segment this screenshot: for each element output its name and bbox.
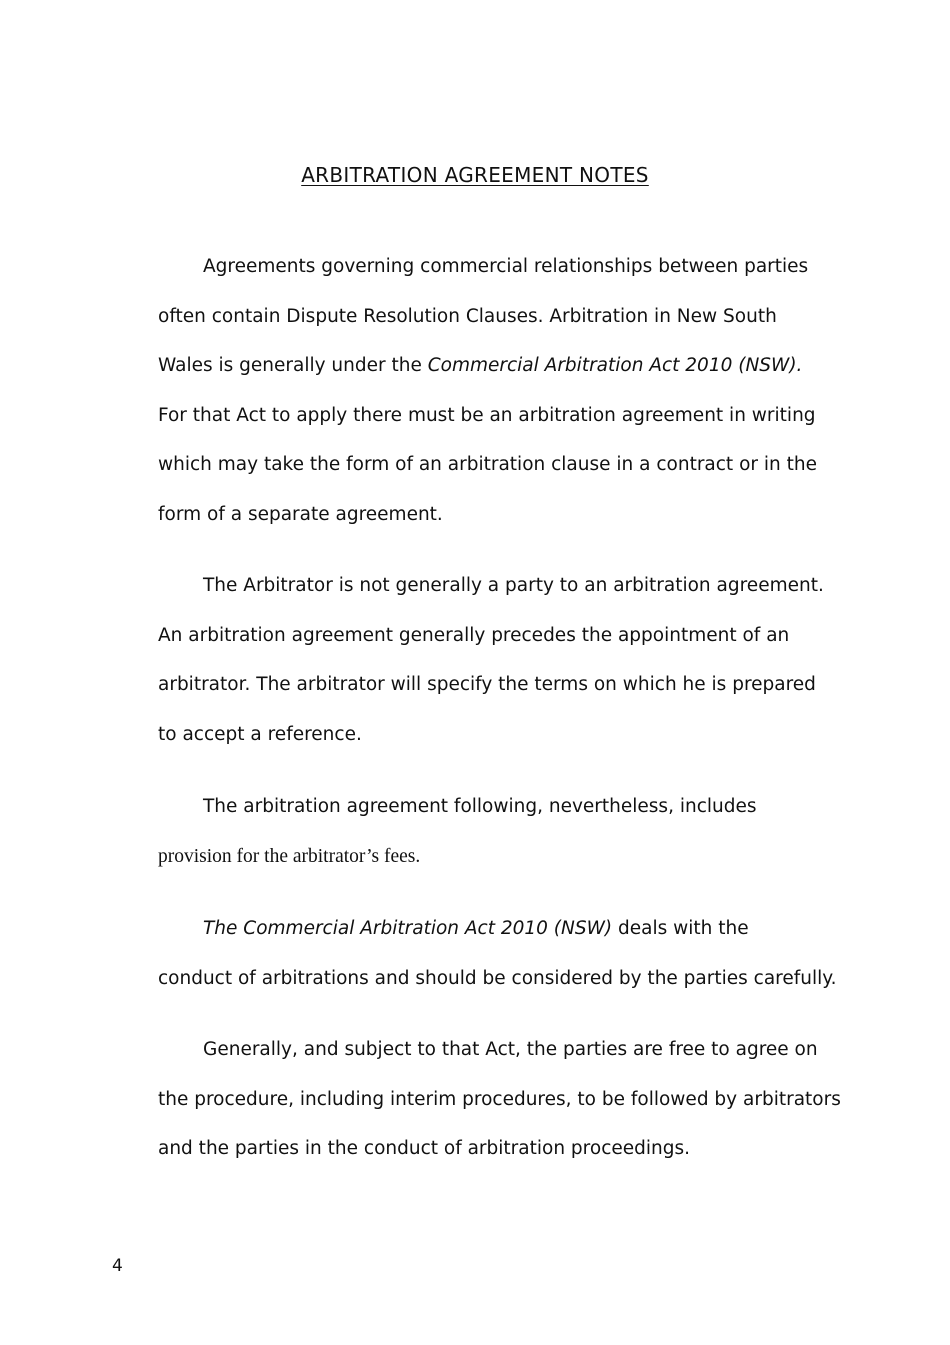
- paragraph-1-line-4: For that Act to apply there must be an arbitration agreement in writing: [158, 404, 816, 426]
- paragraph-2-line-1: The Arbitrator is not generally a party to an arbitration agreement.: [203, 575, 824, 596]
- paragraph-5-line-2: the procedure, including interim procedures, to be followed by arbitrators: [158, 1088, 841, 1110]
- paragraph-4: [158, 904, 837, 1003]
- paragraph-4-line-2: conduct of arbitrations and should be considered by the parties carefully.: [158, 967, 837, 989]
- paragraph-1: [158, 242, 817, 539]
- paragraph-1-line-1: Agreements governing commercial relationships between parties: [203, 256, 809, 277]
- paragraph-1-line-5: which may take the form of an arbitration clause in a contract or in the: [158, 454, 817, 475]
- page-title: [0, 161, 950, 189]
- paragraph-2-line-2: An arbitration agreement generally precedes the appointment of an: [158, 624, 790, 646]
- paragraph-2-line-3: arbitrator. The arbitrator will specify the terms on which he is prepared: [158, 674, 816, 695]
- act-title-citation: The Commercial Arbitration Act 2010 (NSW): [203, 918, 613, 939]
- paragraph-1-line-3-text: Wales is generally under the: [158, 355, 428, 376]
- act-title-citation: Commercial Arbitration Act 2010 (NSW).: [427, 355, 803, 376]
- page-title-text: ARBITRATION AGREEMENT NOTES: [301, 163, 649, 187]
- paragraph-1-line-2: often contain Dispute Resolution Clauses. Arbitration in New South: [158, 305, 777, 327]
- paragraph-4-line-1-text: deals with the: [612, 918, 749, 939]
- paragraph-3: [158, 782, 798, 881]
- paragraph-5-line-3: and the parties in the conduct of arbitration proceedings.: [158, 1138, 691, 1159]
- paragraph-2-line-4: to accept a reference.: [158, 723, 362, 745]
- paragraph-3-line-2: provision for the arbitrator’s fees.: [158, 845, 421, 867]
- page-number: 4: [112, 1256, 123, 1276]
- paragraph-4-line-1: [158, 904, 798, 954]
- paragraph-1-line-3: [158, 341, 803, 391]
- paragraph-5: [158, 1025, 841, 1174]
- paragraph-3-line-1: The arbitration agreement following, nevertheless, includes: [203, 796, 757, 817]
- paragraph-1-line-6: form of a separate agreement.: [158, 503, 443, 525]
- paragraph-5-line-1: Generally, and subject to that Act, the parties are free to agree on: [203, 1039, 818, 1060]
- paragraph-2: [158, 561, 824, 759]
